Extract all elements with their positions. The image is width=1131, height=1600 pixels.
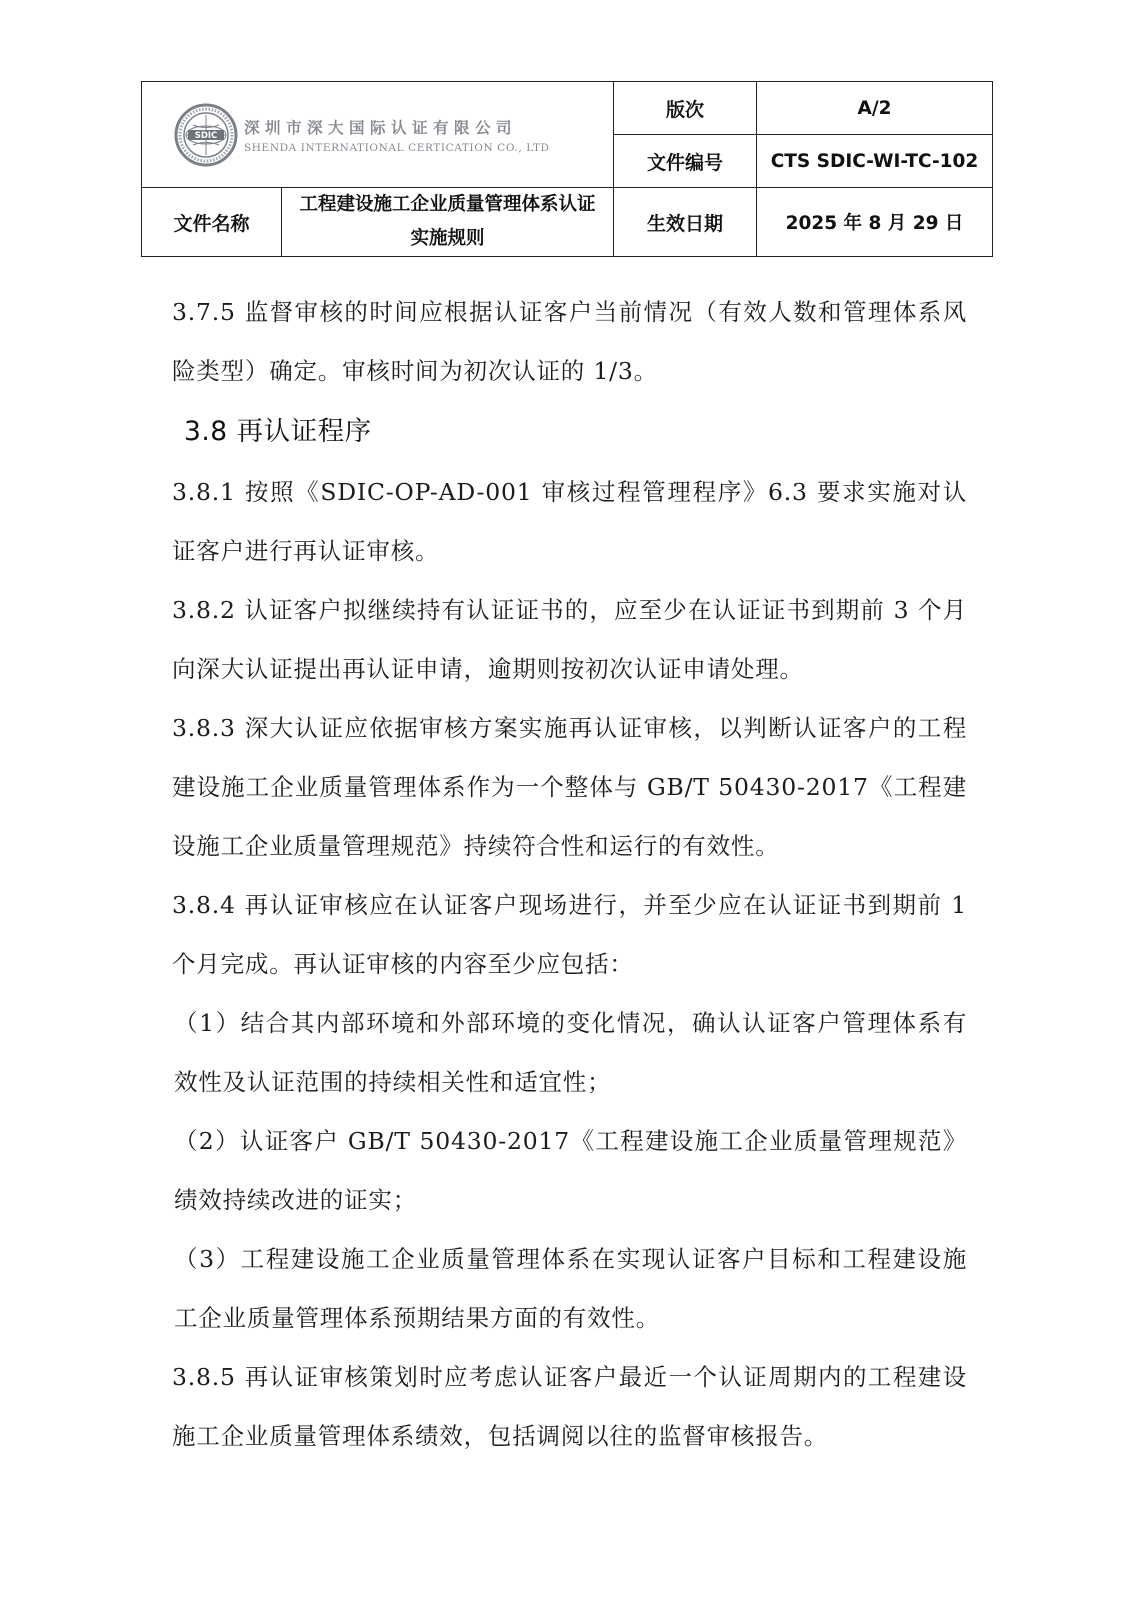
seal-text: SDIC (194, 130, 218, 141)
company-seal-icon (174, 103, 238, 167)
document-header-table (141, 81, 993, 257)
section-heading-3-8: 3.8 再认证程序 (184, 416, 372, 447)
doc-name-label: 文件名称 (142, 188, 282, 257)
paragraph-3-8-5: 3.8.5 再认证审核策划时应考虑认证客户最近一个认证周期内的工程建设施工企业质量管理体系绩效，包括调阅以往的监督审核报告。 (172, 1363, 967, 1450)
version-label: 版次 (614, 82, 757, 135)
paragraph-3-8-3: 3.8.3 深大认证应依据审核方案实施再认证审核，以判断认证客户的工程建设施工企业质量管理体系作为一个整体与 GB/T 50430-2017《工程建设施工企业质量管理规范》持续符合性和运行的有效性。 (172, 714, 967, 860)
paragraph-3-7-5: 3.7.5 监督审核的时间应根据认证客户当前情况（有效人数和管理体系风险类型）确定。审核时间为初次认证的 1/3。 (172, 298, 967, 385)
list-item-3: （3）工程建设施工企业质量管理体系在实现认证客户目标和工程建设施工企业质量管理体系预期结果方面的有效性。 (174, 1245, 967, 1332)
effective-date-label: 生效日期 (614, 188, 757, 257)
paragraph-3-8-1: 3.8.1 按照《SDIC-OP-AD-001 审核过程管理程序》6.3 要求实施对认证客户进行再认证审核。 (172, 478, 967, 565)
paragraph-3-8-4: 3.8.4 再认证审核应在认证客户现场进行，并至少应在认证证书到期前 1 个月完成。再认证审核的内容至少应包括： (172, 891, 967, 978)
doc-name-value: 工程建设施工企业质量管理体系认证实施规则 (282, 188, 614, 257)
company-logo-block (142, 82, 614, 188)
paragraph-3-8-2: 3.8.2 认证客户拟继续持有认证证书的，应至少在认证证书到期前 3 个月向深大认证提出再认证申请，逾期则按初次认证申请处理。 (172, 596, 967, 683)
document-body (172, 283, 967, 1466)
doc-number-value: CTS SDIC-WI-TC-102 (757, 135, 993, 188)
list-item-1: （1）结合其内部环境和外部环境的变化情况，确认认证客户管理体系有效性及认证范围的持续相关性和适宜性； (174, 1009, 967, 1096)
list-item-2: （2）认证客户 GB/T 50430-2017《工程建设施工企业质量管理规范》绩效持续改进的证实； (174, 1127, 967, 1214)
doc-number-label: 文件编号 (614, 135, 757, 188)
effective-date-value: 2025 年 8 月 29 日 (757, 188, 993, 257)
company-name-cn: 深圳市深大国际认证有限公司 (244, 118, 518, 137)
company-name-en: SHENDA INTERNATIONAL CERTICATION CO., LTD (244, 141, 550, 154)
version-value: A/2 (757, 82, 993, 135)
